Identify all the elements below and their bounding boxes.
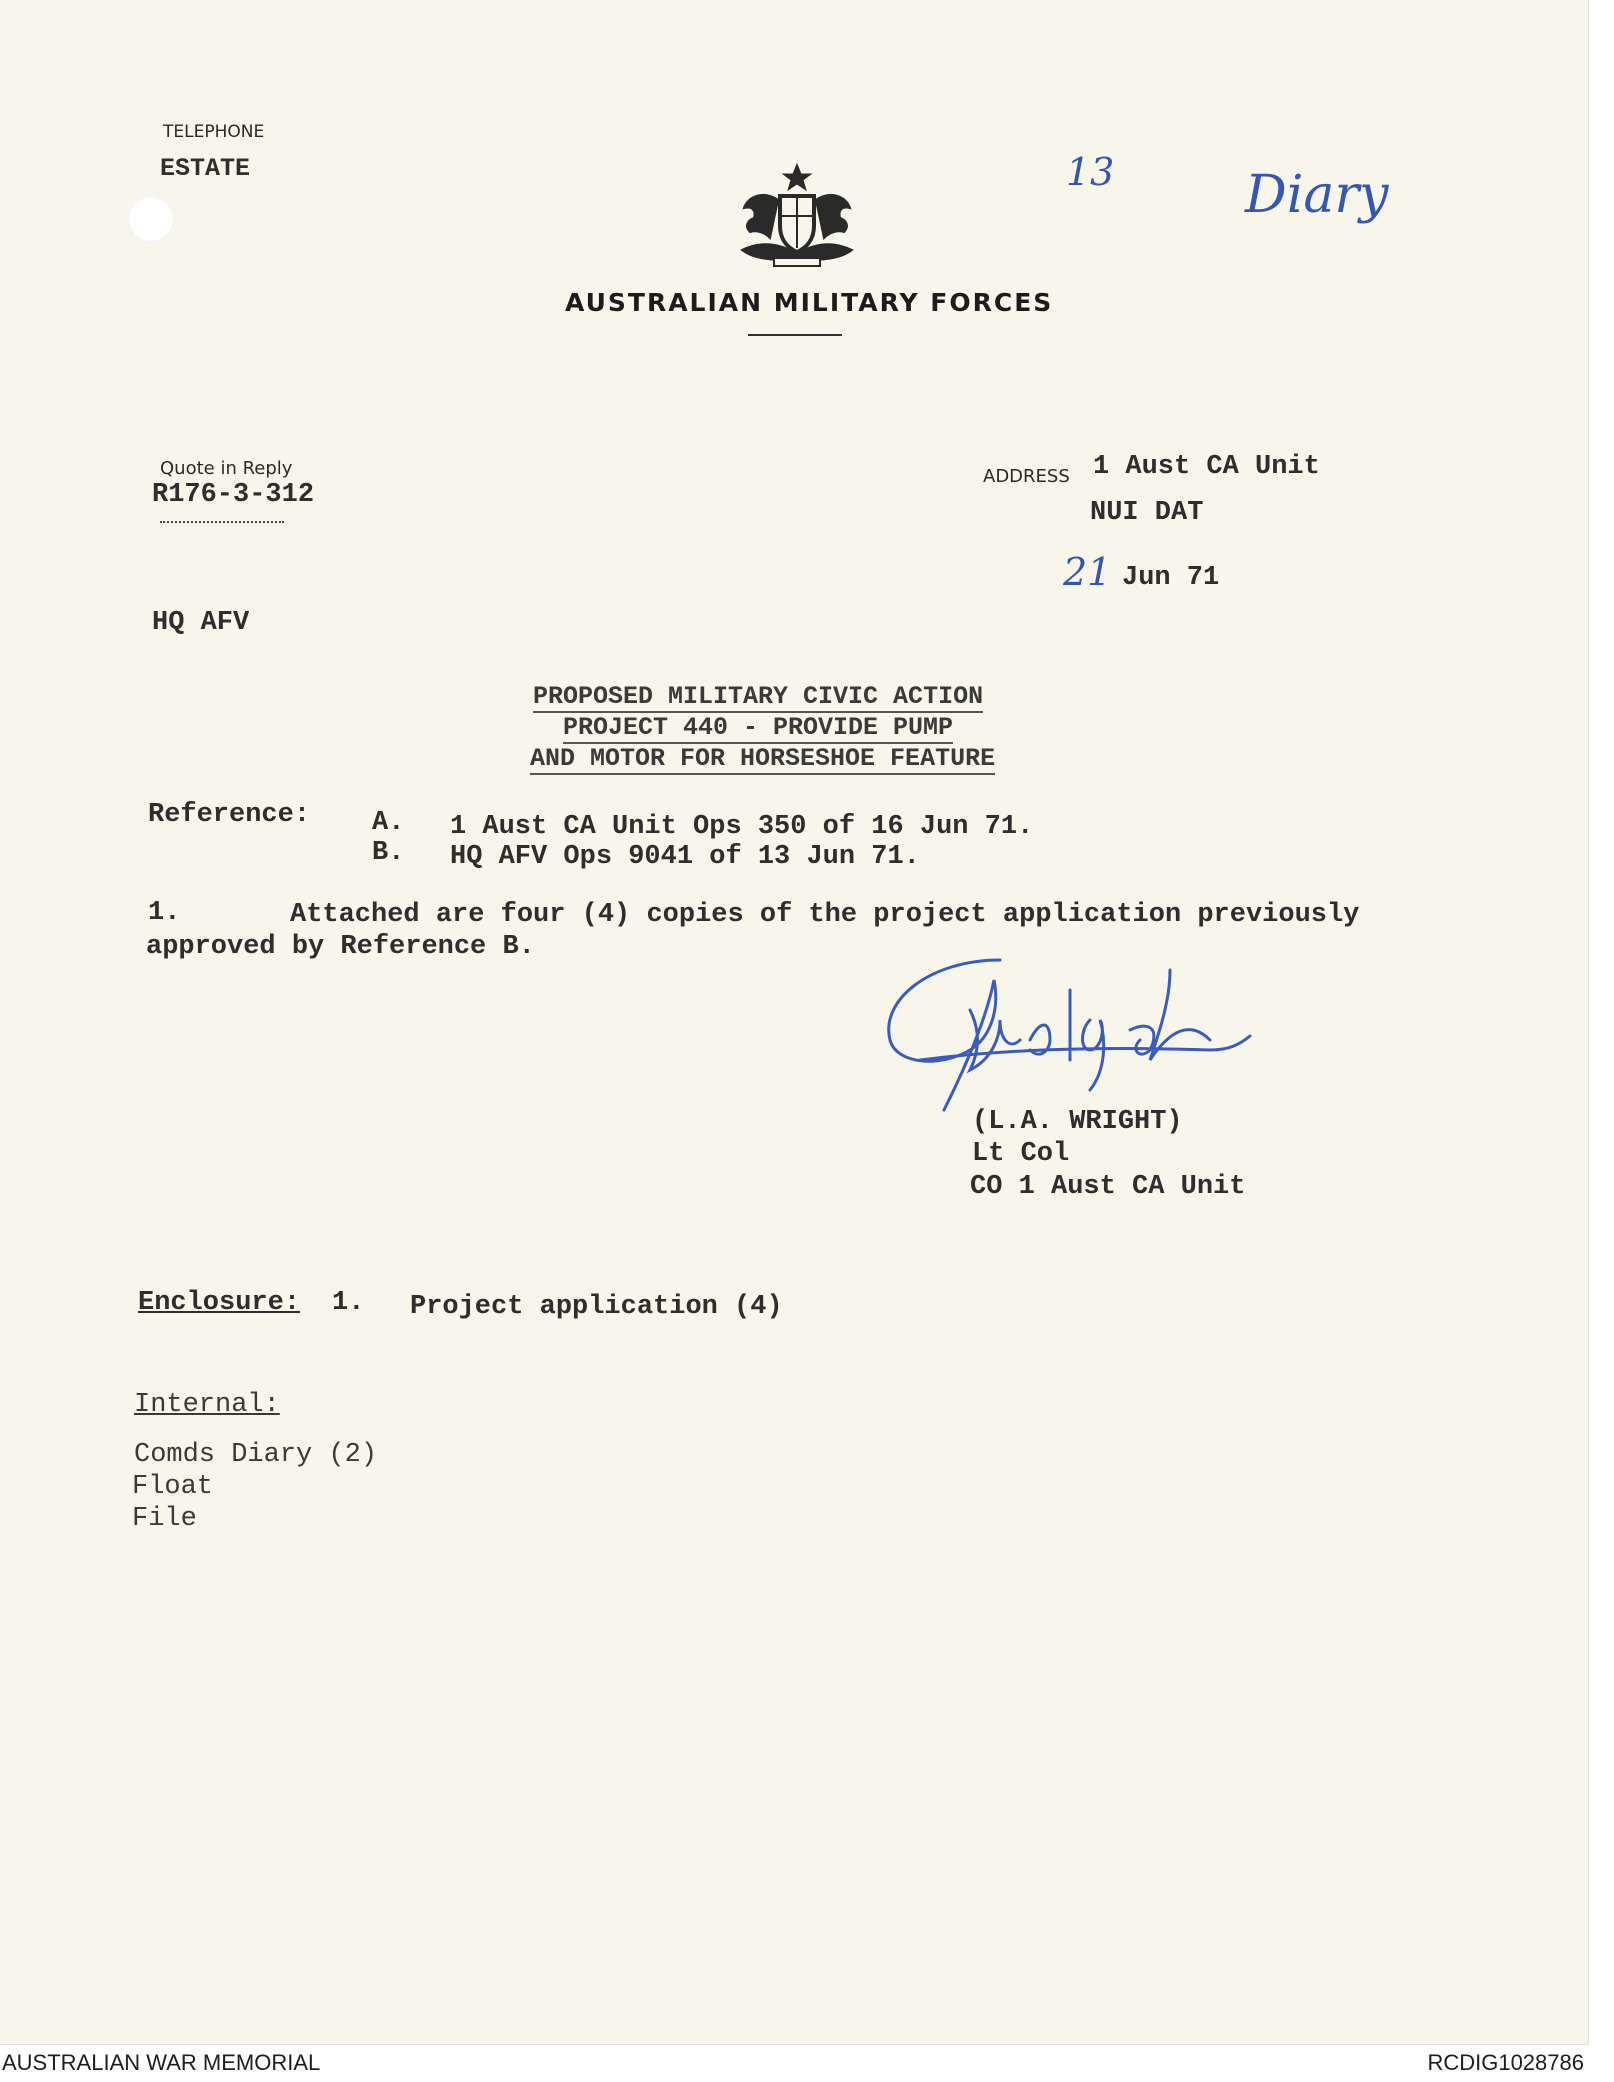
reference-key-b: B. [372,838,405,868]
reference-label: Reference: [148,800,311,830]
org-rule [748,334,842,336]
quote-dotted-line [160,521,284,523]
footer-source: AUSTRALIAN WAR MEMORIAL [2,2050,321,2075]
handwritten-signature [880,950,1300,1130]
address-line-2: NUI DAT [1090,498,1204,528]
internal-item: Float [132,1472,214,1502]
date-month-year: Jun 71 [1122,563,1220,593]
subject-line-3: AND MOTOR FOR HORSESHOE FEATURE [530,744,996,773]
paragraph-line-1: Attached are four (4) copies of the project application previously [290,900,1360,930]
reference-text-b: HQ AFV Ops 9041 of 13 Jun 71. [450,842,920,872]
address-line-1: 1 Aust CA Unit [1093,452,1320,482]
internal-item: File [132,1504,197,1534]
paragraph-line-2: approved by Reference B. [146,932,535,962]
internal-item: Comds Diary (2) [134,1440,378,1470]
quote-label: Quote in Reply [160,458,293,479]
subject-line-2: PROJECT 440 - PROVIDE PUMP [563,713,954,742]
signatory-role: CO 1 Aust CA Unit [970,1172,1246,1202]
internal-label: Internal: [134,1390,280,1420]
signatory-rank: Lt Col [972,1139,1070,1169]
paragraph-number: 1. [148,898,181,928]
enclosure-number: 1. [332,1288,365,1318]
punch-hole [128,196,174,242]
enclosure-label: Enclosure: [138,1288,301,1318]
reference-text-a: 1 Aust CA Unit Ops 350 of 16 Jun 71. [450,812,1034,842]
quote-ref: R176-3-312 [152,480,315,510]
handwritten-diary: Diary [1245,165,1389,225]
enclosure-text: Project application (4) [410,1292,783,1322]
footer-identifier: RCDIG1028786 [1427,2050,1584,2075]
subject-line-1: PROPOSED MILITARY CIVIC ACTION [533,682,984,711]
telephone-label: TELEPHONE [163,122,265,142]
reference-key-a: A. [372,808,405,838]
recipient: HQ AFV [152,608,250,638]
handwritten-number: 13 [1066,150,1115,194]
org-name: AUSTRALIAN MILITARY FORCES [565,288,1054,317]
coat-of-arms-icon [722,160,872,280]
signatory-name: (L.A. WRIGHT) [972,1107,1183,1137]
telephone-value: ESTATE [160,154,251,183]
address-label: ADDRESS [983,466,1070,487]
handwritten-date-day: 21 [1063,550,1112,594]
